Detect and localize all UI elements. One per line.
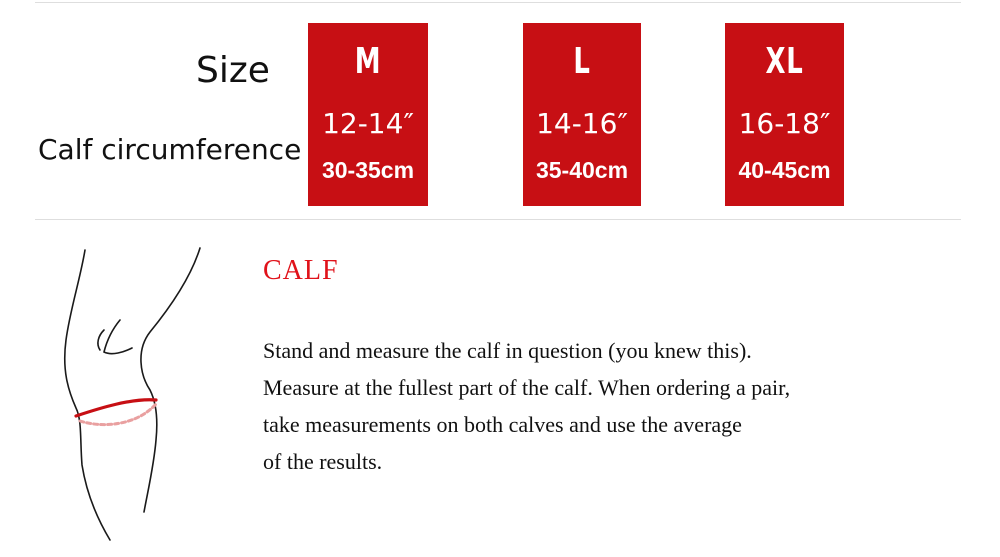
size-code: M: [354, 41, 382, 82]
knee-detail: [98, 330, 104, 350]
measuring-tape-back: [80, 404, 156, 425]
leg-outline-left: [65, 250, 110, 540]
instruction-line: Stand and measure the calf in question (you knew this).: [263, 338, 752, 363]
size-inches: 14-16″: [536, 107, 628, 140]
instruction-line: of the results.: [263, 449, 383, 474]
leg-outline-right: [141, 248, 200, 512]
size-inches: 12-14″: [322, 107, 414, 140]
size-card-xl: [725, 23, 844, 206]
leg-measurement-illustration-icon: [40, 240, 230, 550]
calf-circumference-label: Calf circumference: [38, 133, 302, 166]
size-card-m: [308, 23, 428, 206]
size-cm: 40-45cm: [738, 157, 831, 183]
instruction-line: Measure at the fullest part of the calf. When ordering a pair,: [263, 375, 791, 400]
instruction-line: take measurements on both calves and use the average: [263, 412, 742, 437]
section-heading: CALF: [263, 255, 339, 286]
knee-crease: [104, 320, 132, 354]
size-cm: 30-35cm: [321, 157, 415, 183]
size-card-l: [523, 23, 641, 206]
size-code: L: [573, 41, 591, 82]
size-cm: 35-40cm: [535, 157, 629, 183]
section-divider: [35, 219, 961, 220]
size-row-label: Size: [196, 50, 270, 91]
size-code: XL: [765, 41, 804, 82]
size-inches: 16-18″: [738, 107, 831, 140]
top-divider: [35, 2, 961, 3]
measurement-instructions: [263, 332, 963, 480]
